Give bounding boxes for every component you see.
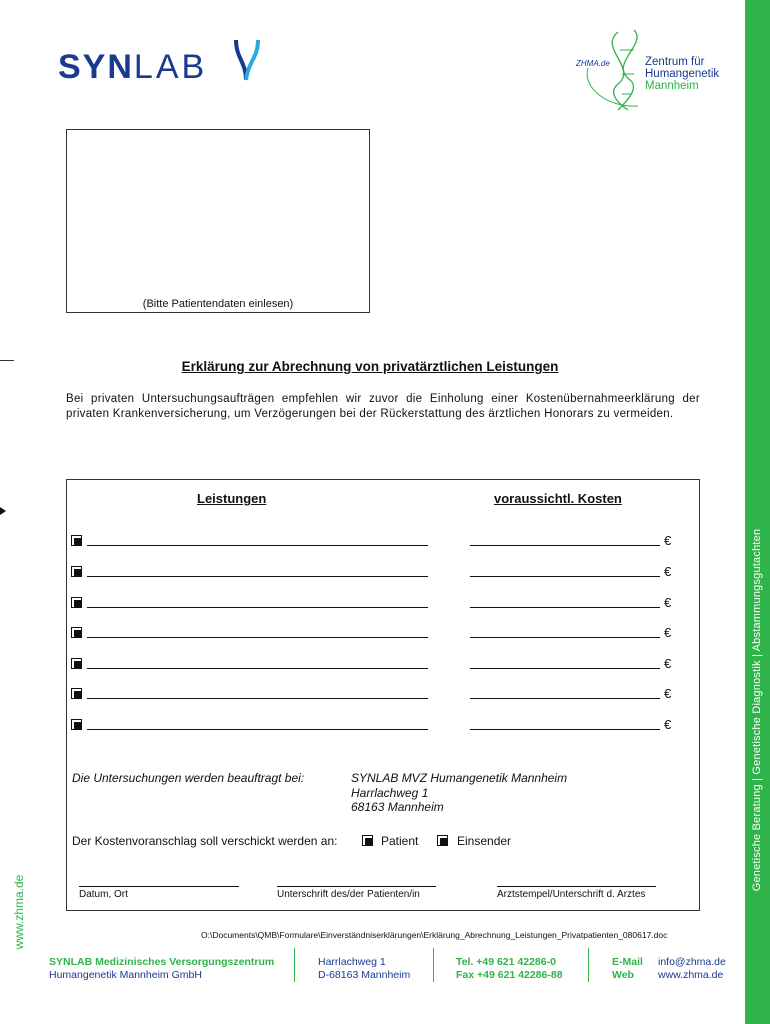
footer-company-line1: SYNLAB Medizinisches Versorgungszentrum <box>49 956 275 968</box>
euro-sign: € <box>664 686 672 701</box>
doctor-signature-label: Arztstempel/Unterschrift d. Arztes <box>497 889 646 900</box>
footer-fax: Fax +49 621 42286-88 <box>456 969 563 981</box>
services-column-header: Leistungen <box>197 491 267 506</box>
cost-input-line[interactable] <box>470 729 660 730</box>
service-checkbox[interactable] <box>71 597 82 608</box>
patient-signature-line[interactable] <box>277 886 436 887</box>
service-input-line[interactable] <box>87 607 428 608</box>
euro-sign: € <box>664 595 672 610</box>
service-checkbox[interactable] <box>71 658 82 669</box>
cost-row <box>71 595 676 611</box>
euro-sign: € <box>664 533 672 548</box>
service-checkbox[interactable] <box>71 688 82 699</box>
synlab-logo <box>58 48 207 87</box>
commission-address <box>351 771 567 815</box>
service-input-line[interactable] <box>87 668 428 669</box>
commission-street: Harrlachweg 1 <box>351 785 429 800</box>
zhma-title-line3: Mannheim <box>645 80 699 92</box>
zhma-logo-title <box>645 56 719 92</box>
intro-paragraph: Bei privaten Untersuchungsaufträgen empfehlen wir zuvor die Einholung einer Kostenübernahmeerklärung der privaten Krankenversicherung, um Verzögerungen bei der Rückerstattung des ärztlichen Honorars zu vermeiden. <box>66 393 700 420</box>
footer-contact-labels <box>612 956 643 982</box>
footer-company-line2: Humangenetik Mannheim GmbH <box>49 969 202 981</box>
cost-row <box>71 686 676 702</box>
commission-name: SYNLAB MVZ Humangenetik Mannheim <box>351 771 568 785</box>
website-vertical[interactable]: www.zhma.de <box>12 874 26 950</box>
cost-row <box>71 533 676 549</box>
euro-sign: € <box>664 656 672 671</box>
service-input-line[interactable] <box>87 637 428 638</box>
commission-label: Die Untersuchungen werden beauftragt bei: <box>72 771 305 785</box>
footer-address-line2: D-68163 Mannheim <box>318 969 411 981</box>
footer-company <box>49 956 274 982</box>
cost-row <box>71 625 676 641</box>
costs-column-header: voraussichtl. Kosten <box>494 491 622 506</box>
services-tagline: Genetische Beratung | Genetische Diagnostik | Abstammungsgutachten <box>751 528 763 892</box>
service-input-line[interactable] <box>87 545 428 546</box>
service-checkbox[interactable] <box>71 566 82 577</box>
patient-option-label: Patient <box>381 834 419 848</box>
footer-phone <box>456 956 563 982</box>
service-input-line[interactable] <box>87 698 428 699</box>
date-place-label: Datum, Ort <box>79 889 128 900</box>
cost-row <box>71 564 676 580</box>
cost-input-line[interactable] <box>470 545 660 546</box>
footer-divider <box>433 948 434 982</box>
cost-input-line[interactable] <box>470 576 660 577</box>
euro-sign: € <box>664 625 672 640</box>
footer-divider <box>588 948 589 982</box>
footer-web[interactable]: www.zhma.de <box>658 969 724 981</box>
footer-divider <box>294 948 295 982</box>
patient-checkbox[interactable] <box>362 835 373 846</box>
commission-city: 68163 Mannheim <box>351 800 444 814</box>
zhma-title-line2: Humangenetik <box>645 68 720 80</box>
synlab-mark-icon <box>232 38 262 82</box>
service-input-line[interactable] <box>87 729 428 730</box>
cost-input-line[interactable] <box>470 637 660 638</box>
synlab-logo-prefix: SYN <box>58 48 134 86</box>
patient-data-box[interactable] <box>66 129 370 313</box>
zhma-logo-small-text: ZHMA.de <box>576 59 610 68</box>
euro-sign: € <box>664 564 672 579</box>
file-path: O:\Documents\QMB\Formulare\Einverständniserklärungen\Erklärung_Abrechnung_Leistungen_Privatpatienten_080617.doc <box>201 930 668 940</box>
service-input-line[interactable] <box>87 576 428 577</box>
document-title: Erklärung zur Abrechnung von privatärztlichen Leistungen <box>181 359 559 374</box>
sender-option-label: Einsender <box>457 834 512 848</box>
footer-web-label: Web <box>612 969 634 981</box>
date-place-line[interactable] <box>79 886 239 887</box>
cost-input-line[interactable] <box>470 698 660 699</box>
punch-mark-arrow-icon <box>0 507 6 515</box>
cost-row <box>71 717 676 733</box>
footer-email[interactable]: info@zhma.de <box>658 956 726 968</box>
sender-checkbox[interactable] <box>437 835 448 846</box>
footer-address-line1: Harrlachweg 1 <box>318 956 386 968</box>
doctor-signature-line[interactable] <box>497 886 656 887</box>
cost-row <box>71 656 676 672</box>
cost-input-line[interactable] <box>470 668 660 669</box>
footer-contact-values <box>658 956 726 982</box>
service-checkbox[interactable] <box>71 627 82 638</box>
zhma-title-line1: Zentrum für <box>645 56 705 68</box>
synlab-logo-suffix: LAB <box>133 48 208 86</box>
cost-input-line[interactable] <box>470 607 660 608</box>
send-to-label: Der Kostenvoranschlag soll verschickt werden an: <box>72 834 338 848</box>
footer-address <box>318 956 410 982</box>
euro-sign: € <box>664 717 672 732</box>
service-checkbox[interactable] <box>71 535 82 546</box>
footer-email-label: E-Mail <box>612 956 643 968</box>
patient-data-label: (Bitte Patientendaten einlesen) <box>142 298 294 310</box>
footer-tel[interactable]: Tel. +49 621 42286-0 <box>456 956 556 968</box>
service-checkbox[interactable] <box>71 719 82 730</box>
patient-signature-label: Unterschrift des/der Patienten/in <box>277 889 420 900</box>
